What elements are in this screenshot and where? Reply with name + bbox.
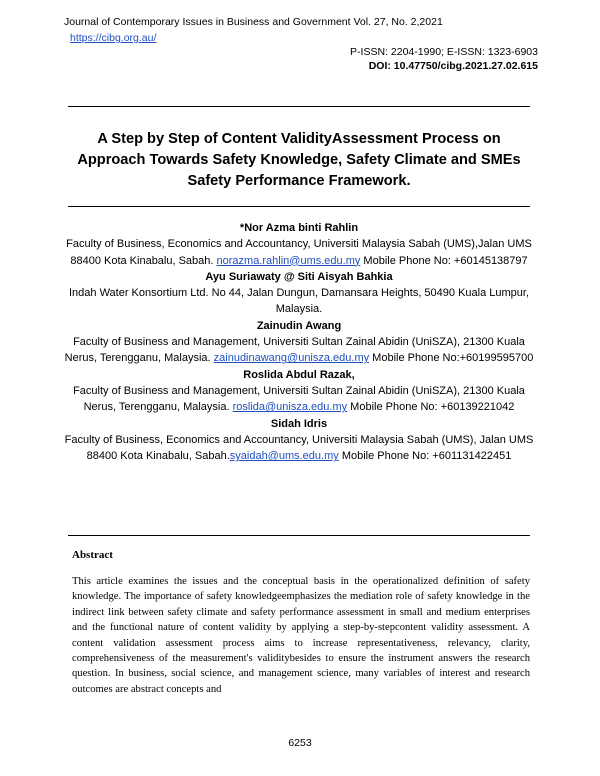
issn-line: P-ISSN: 2204-1990; E-ISSN: 1323-6903: [350, 46, 538, 58]
author-affiliation: Faculty of Business and Management, Universiti Sultan Zainal Abidin (UniSZA), 21300 Kuala Nerus, Terengganu, Malaysia. zainudinawang@unisza.edu.my Mobile Phone No:+60199595700: [64, 336, 534, 365]
journal-url-link[interactable]: https://cibg.org.au/: [70, 32, 157, 44]
author-email-link[interactable]: zainudinawang@unisza.edu.my: [213, 352, 370, 365]
author-entry: [64, 367, 534, 416]
author-name: Sidah Idris: [270, 417, 328, 430]
title-divider: [68, 206, 530, 207]
author-affiliation: Faculty of Business and Management, Universiti Sultan Zainal Abidin (UniSZA), 21300 Kuala Nerus, Terengganu, Malaysia. roslida@unisza.edu.my Mobile Phone No: +60139221042: [73, 384, 525, 414]
abstract-divider: [68, 535, 530, 536]
abstract-text: This article examines the issues and the conceptual basis in the operationalized definition of safety knowledge. The importance of safety knowledgeemphasizes the mediation role of safety knowledge in the indirect link between safety climate and safety performance assessment in small and medium enterprises and the functional nature of content validity by applying a step-by-stepcontent validity assessment. A content validation assessment process aims to increase representativeness, relevancy, clarity, comprehensiveness of the measurement's validitybesides to ensure the instrument answers the research question. In business, social science, and management science, many variables of interest and research outcomes are abstract concepts and: [72, 576, 530, 695]
journal-header: Journal of Contemporary Issues in Business and Government Vol. 27, No. 2,2021: [64, 16, 443, 28]
author-email-link[interactable]: norazma.rahlin@ums.edu.my: [216, 254, 361, 267]
author-email-link[interactable]: syaidah@ums.edu.my: [229, 450, 339, 463]
author-name: Zainudin Awang: [256, 319, 342, 332]
author-name: Ayu Suriawaty @ Siti Aisyah Bahkia: [205, 270, 393, 283]
author-entry: [64, 220, 534, 269]
author-name: Roslida Abdul Razak,: [243, 368, 355, 381]
author-affiliation: Indah Water Konsortium Ltd. No 44, Jalan Dungun, Damansara Heights, 50490 Kuala Lumpur, Malaysia.: [68, 287, 530, 316]
author-affiliation: Faculty of Business, Economics and Accountancy, Universiti Malaysia Sabah (UMS),Jalan UMS 88400 Kota Kinabalu, Sabah. norazma.rahlin@ums.edu.my Mobile Phone No: +60145138797: [66, 238, 532, 267]
author-entry: [64, 318, 534, 367]
author-email-link[interactable]: roslida@unisza.edu.my: [232, 401, 348, 414]
page-number: 6253: [288, 737, 312, 749]
doi-line: DOI: 10.47750/cibg.2021.27.02.615: [368, 60, 538, 72]
author-affiliation: Faculty of Business, Economics and Accountancy, Universiti Malaysia Sabah (UMS), Jalan UMS 88400 Kota Kinabalu, Sabah.syaidah@ums.edu.my Mobile Phone No: +601131422451: [64, 433, 534, 463]
abstract-heading: Abstract: [72, 549, 113, 561]
author-entry: [64, 416, 534, 465]
paper-title: A Step by Step of Content ValidityAssessment Process on Approach Towards Safety Knowledge, Safety Climate and SMEs Safety Performance Framework.: [77, 131, 521, 189]
author-block: [64, 220, 534, 464]
top-divider: [68, 106, 530, 107]
author-entry: [64, 269, 534, 318]
author-name: *Nor Azma binti Rahlin: [239, 222, 359, 234]
